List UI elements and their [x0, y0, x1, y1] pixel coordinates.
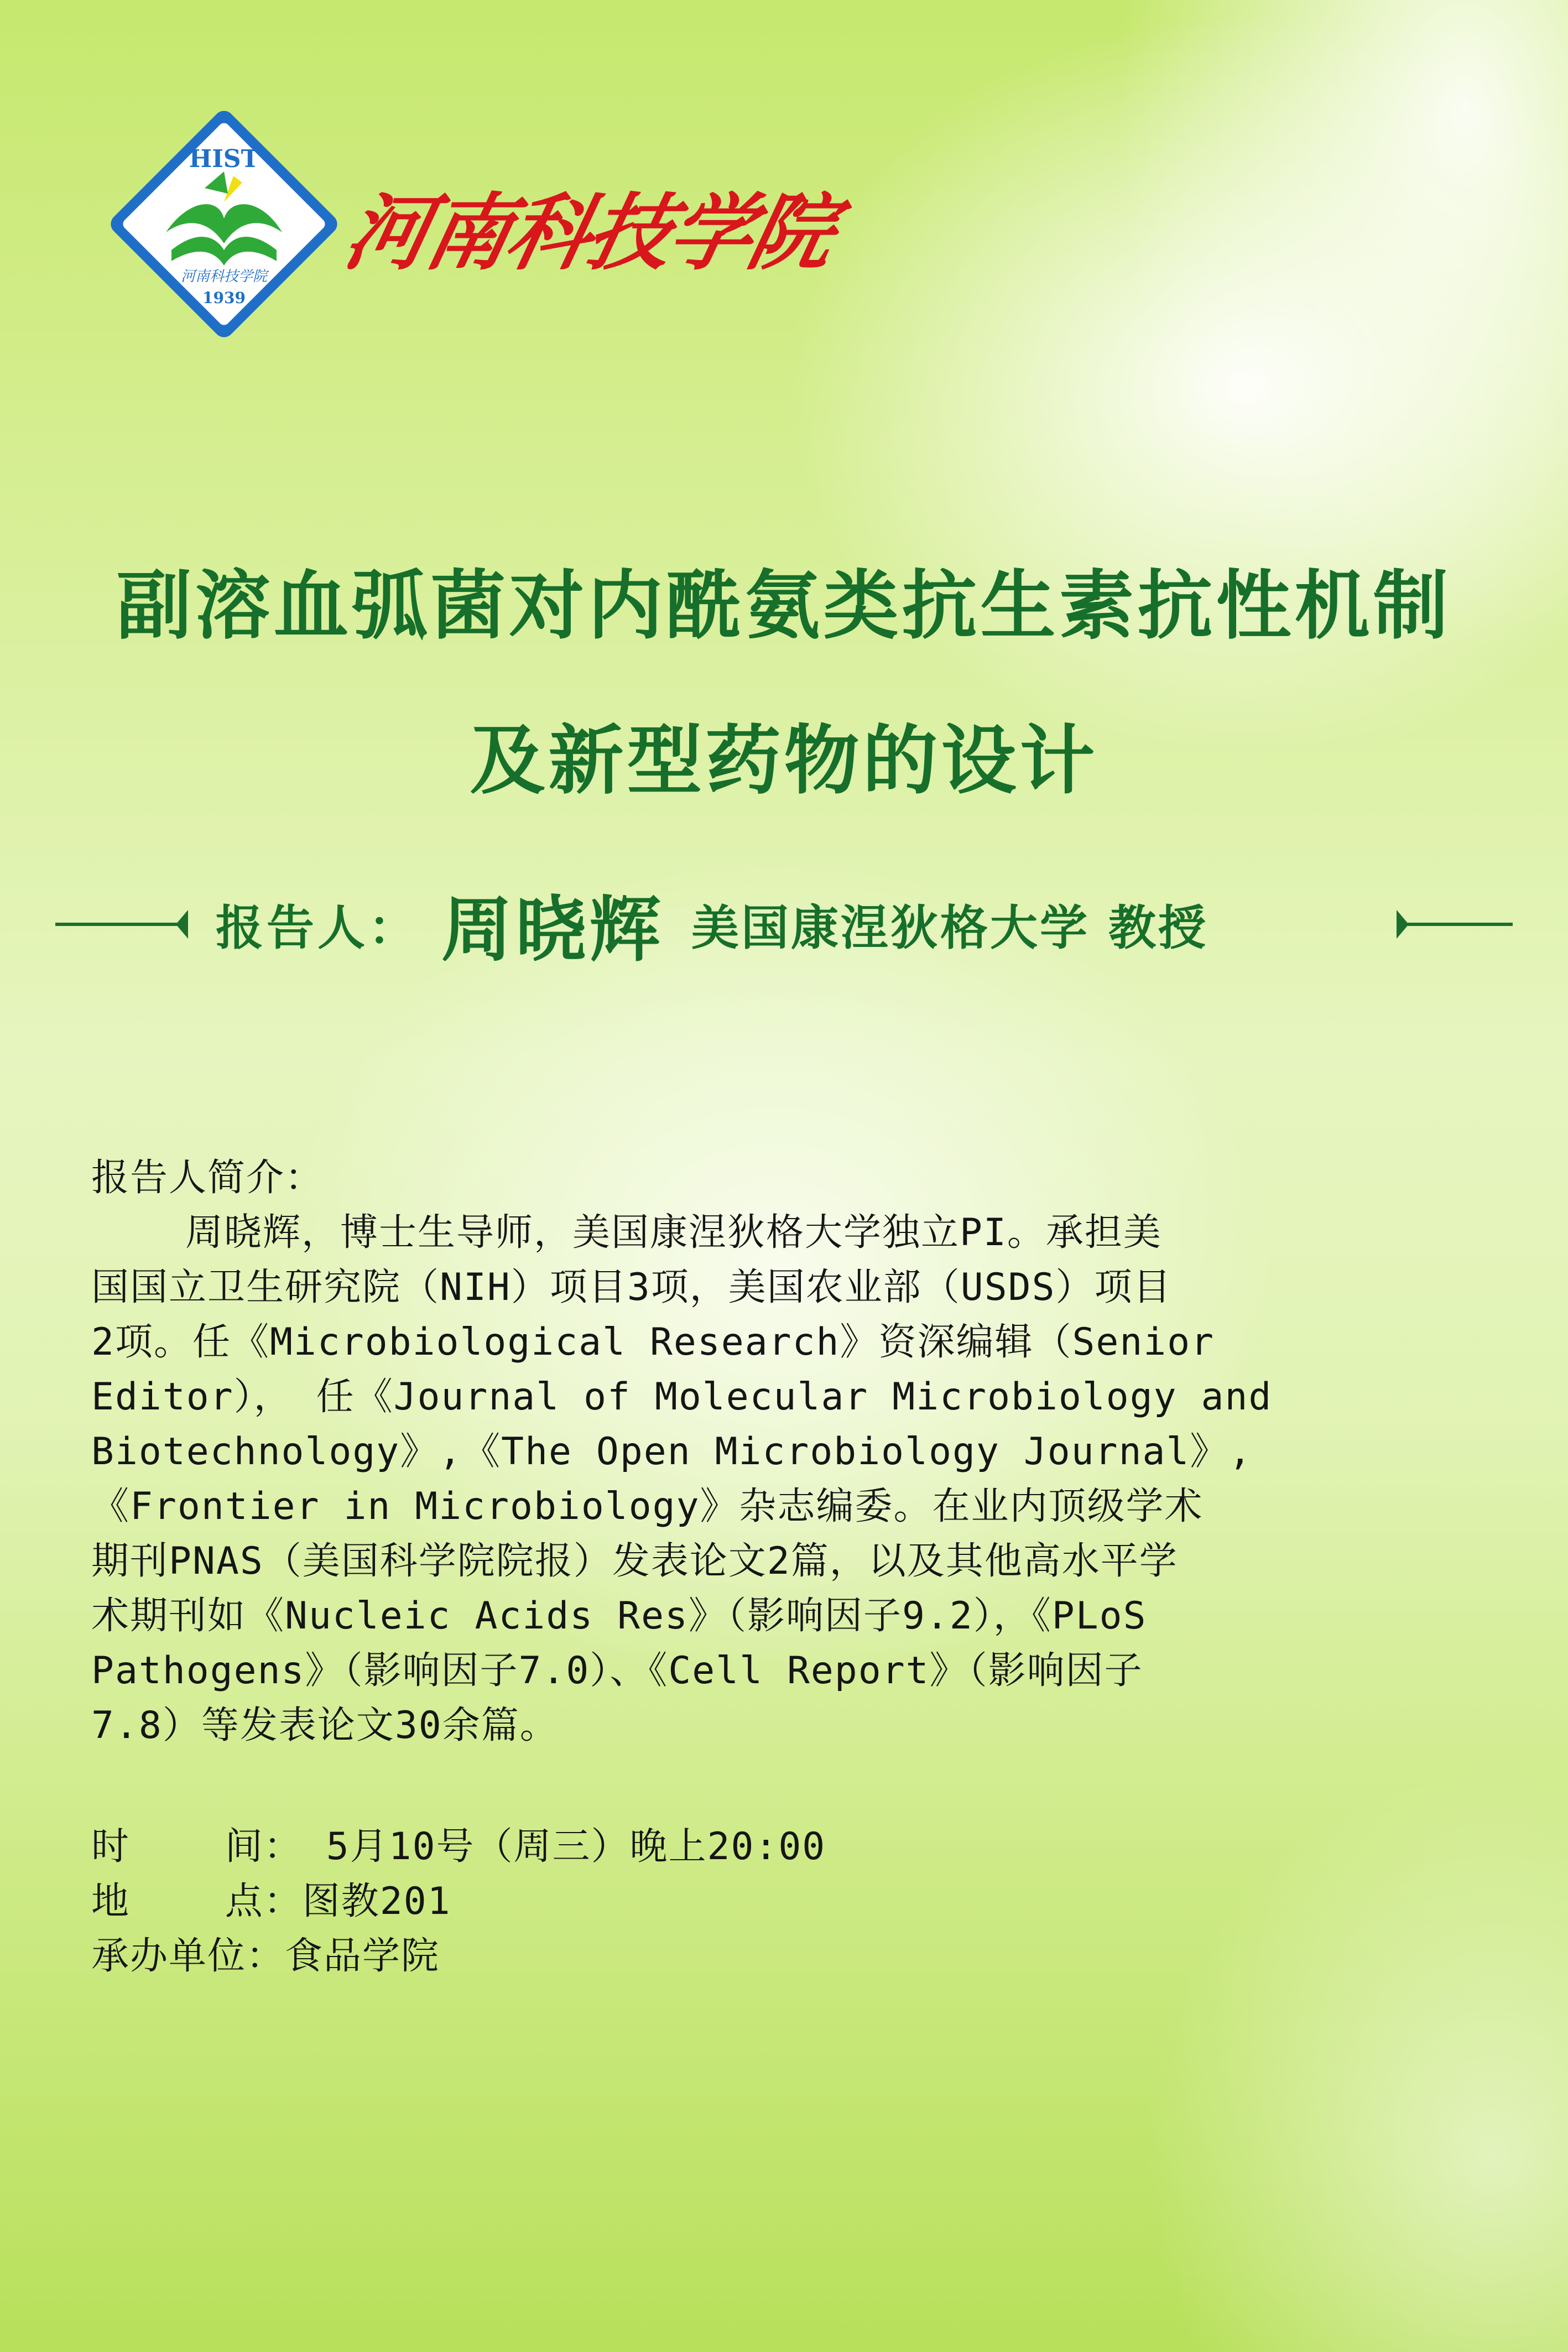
- triangle-left-icon: [176, 910, 188, 939]
- bio-line: 国国立卫生研究院（NIH）项目3项，美国农业部（USDS）项目: [91, 1266, 1172, 1309]
- bio-line: 周晓辉，博士生导师，美国康涅狄格大学独立PI。承担美: [185, 1211, 1162, 1255]
- speaker-label: 报告人：: [216, 901, 419, 956]
- bio-line: Pathogens》（影响因子7.0）、《Cell Report》（影响因子: [91, 1649, 1143, 1693]
- bio-heading: 报告人简介：: [91, 1156, 324, 1200]
- institution-logo: [105, 105, 343, 343]
- section-spacer: [91, 1753, 1480, 1819]
- talk-title-line-2: 及新型药物的设计: [470, 717, 1098, 805]
- bio-line: 术期刊如《Nucleic Acids Res》（影响因子9.2），《PLoS: [91, 1594, 1147, 1638]
- svg-text:1939: 1939: [202, 289, 246, 307]
- bio-line: 期刊PNAS（美国科学院院报）发表论文2篇，以及其他高水平学: [91, 1539, 1178, 1583]
- speaker-banner: [55, 888, 1513, 971]
- triangle-right-icon: [1397, 910, 1409, 939]
- bio-line: Biotechnology》,《The Open Microbiology Journal》,: [91, 1430, 1253, 1474]
- event-place: 地 点：图教201: [91, 1880, 451, 1923]
- speaker-bio-section: [91, 1151, 1480, 1984]
- bio-line: Editor）， 任《Journal of Molecular Microbiology and: [91, 1375, 1273, 1419]
- svg-text:河南科技学院: 河南科技学院: [180, 268, 268, 285]
- talk-title-line-1: 副溶血弧菌对内酰氨类抗生素抗性机制: [116, 563, 1452, 650]
- speaker-name: 周晓辉: [441, 889, 664, 971]
- event-time: 时 间： 5月10号（周三）晚上20:00: [91, 1825, 826, 1869]
- bio-line: 《Frontier in Microbiology》杂志编委。在业内顶级学术: [91, 1485, 1204, 1528]
- speaker-info: [216, 888, 1208, 971]
- speaker-affiliation: 美国康涅狄格大学 教授: [691, 901, 1208, 956]
- bio-line: 2项。任《Microbiological Research》资深编辑（Senior: [91, 1320, 1215, 1364]
- event-host: 承办单位：食品学院: [91, 1934, 440, 1978]
- bio-line: 7.8）等发表论文30余篇。: [91, 1704, 559, 1747]
- institution-name: 河南科技学院: [336, 184, 842, 282]
- divider-line-left: [55, 923, 177, 926]
- divider-line-right: [1408, 923, 1513, 926]
- svg-text:HIST: HIST: [189, 145, 259, 173]
